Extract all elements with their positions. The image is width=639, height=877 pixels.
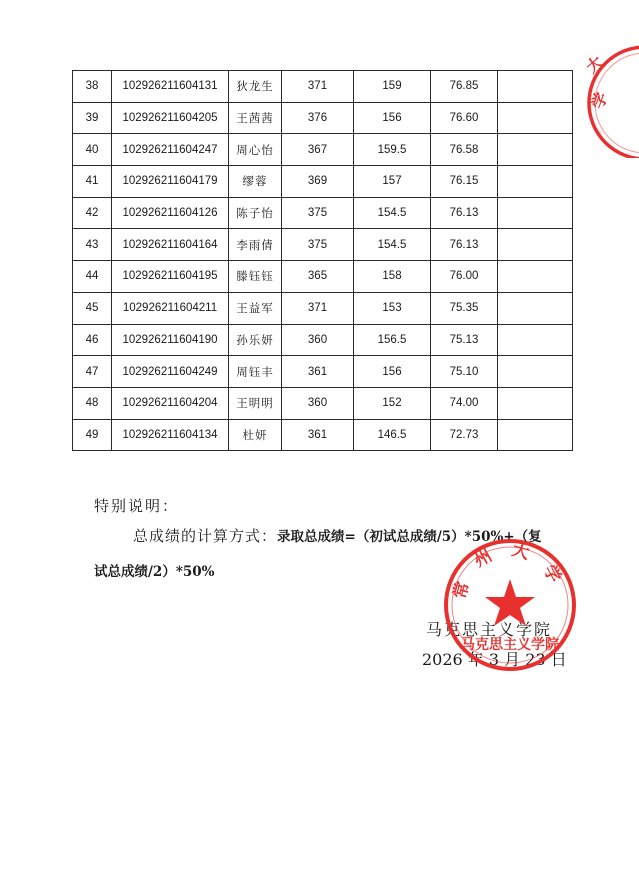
student-name: 李雨倩 bbox=[229, 229, 282, 261]
university-seal-partial bbox=[580, 38, 639, 158]
svg-text:学: 学 bbox=[587, 89, 612, 112]
student-name: 王茜茜 bbox=[229, 102, 282, 134]
score-table bbox=[72, 70, 573, 451]
exam-id: 102926211604195 bbox=[112, 261, 229, 293]
initial-score: 367 bbox=[282, 134, 354, 166]
remark-cell bbox=[498, 419, 573, 451]
signature-date: 2026 年 3 月 23 日 bbox=[422, 650, 567, 669]
row-number: 42 bbox=[73, 197, 112, 229]
remark-cell bbox=[498, 387, 573, 419]
exam-id: 102926211604204 bbox=[112, 387, 229, 419]
total-score: 74.00 bbox=[431, 387, 498, 419]
retest-score: 157 bbox=[354, 166, 431, 198]
exam-id: 102926211604211 bbox=[112, 292, 229, 324]
table-row bbox=[73, 197, 573, 229]
initial-score: 361 bbox=[282, 356, 354, 388]
table-row bbox=[73, 292, 573, 324]
retest-score: 156 bbox=[354, 102, 431, 134]
row-number: 43 bbox=[73, 229, 112, 261]
table-row bbox=[73, 419, 573, 451]
total-score: 76.13 bbox=[431, 229, 498, 261]
row-number: 45 bbox=[73, 292, 112, 324]
initial-score: 376 bbox=[282, 102, 354, 134]
table-row bbox=[73, 166, 573, 198]
student-name: 缪蓉 bbox=[229, 166, 282, 198]
svg-text:◦: ◦ bbox=[596, 128, 602, 139]
retest-score: 159.5 bbox=[354, 134, 431, 166]
student-name: 孙乐妍 bbox=[229, 324, 282, 356]
table-row bbox=[73, 324, 573, 356]
special-note-title: 特别说明： bbox=[94, 497, 180, 515]
table-row bbox=[73, 102, 573, 134]
remark-cell bbox=[498, 166, 573, 198]
retest-score: 158 bbox=[354, 261, 431, 293]
remark-cell bbox=[498, 324, 573, 356]
retest-score: 156.5 bbox=[354, 324, 431, 356]
initial-score: 360 bbox=[282, 324, 354, 356]
exam-id: 102926211604126 bbox=[112, 197, 229, 229]
exam-id: 102926211604134 bbox=[112, 419, 229, 451]
initial-score: 369 bbox=[282, 166, 354, 198]
table-row bbox=[73, 387, 573, 419]
row-number: 39 bbox=[73, 102, 112, 134]
formula-text: 录取总成绩=（初试总成绩/5）*50%+（复 bbox=[277, 529, 542, 545]
exam-id: 102926211604247 bbox=[112, 134, 229, 166]
total-score: 76.00 bbox=[431, 261, 498, 293]
remark-cell bbox=[498, 292, 573, 324]
svg-text:马克思主义学院: 马克思主义学院 bbox=[461, 637, 559, 653]
row-number: 40 bbox=[73, 134, 112, 166]
college-seal bbox=[440, 535, 580, 675]
student-name: 陈子怡 bbox=[229, 197, 282, 229]
exam-id: 102926211604164 bbox=[112, 229, 229, 261]
remark-cell bbox=[498, 197, 573, 229]
exam-id: 102926211604249 bbox=[112, 356, 229, 388]
total-score: 75.10 bbox=[431, 356, 498, 388]
total-score: 75.35 bbox=[431, 292, 498, 324]
student-name: 王明明 bbox=[229, 387, 282, 419]
row-number: 38 bbox=[73, 71, 112, 103]
student-name: 杜妍 bbox=[229, 419, 282, 451]
initial-score: 371 bbox=[282, 292, 354, 324]
retest-score: 153 bbox=[354, 292, 431, 324]
table-row bbox=[73, 229, 573, 261]
student-name: 狄龙生 bbox=[229, 71, 282, 103]
student-name: 周心怡 bbox=[229, 134, 282, 166]
table-row bbox=[73, 71, 573, 103]
table-row bbox=[73, 134, 573, 166]
remark-cell bbox=[498, 71, 573, 103]
total-score: 72.73 bbox=[431, 419, 498, 451]
row-number: 46 bbox=[73, 324, 112, 356]
total-score: 76.58 bbox=[431, 134, 498, 166]
total-score: 76.15 bbox=[431, 166, 498, 198]
total-score: 76.60 bbox=[431, 102, 498, 134]
remark-cell bbox=[498, 102, 573, 134]
retest-score: 154.5 bbox=[354, 229, 431, 261]
table-row bbox=[73, 261, 573, 293]
total-score: 76.85 bbox=[431, 71, 498, 103]
total-score: 75.13 bbox=[431, 324, 498, 356]
row-number: 48 bbox=[73, 387, 112, 419]
student-name: 周钰丰 bbox=[229, 356, 282, 388]
svg-text:大: 大 bbox=[582, 52, 607, 78]
exam-id: 102926211604190 bbox=[112, 324, 229, 356]
student-name: 滕钰钰 bbox=[229, 261, 282, 293]
formula-label: 总成绩的计算方式： bbox=[133, 527, 278, 545]
exam-id: 102926211604131 bbox=[112, 71, 229, 103]
student-name: 王益军 bbox=[229, 292, 282, 324]
formula-continued: 试总成绩/2）*50% bbox=[94, 564, 215, 580]
exam-id: 102926211604205 bbox=[112, 102, 229, 134]
retest-score: 154.5 bbox=[354, 197, 431, 229]
table-row bbox=[73, 356, 573, 388]
exam-id: 102926211604179 bbox=[112, 166, 229, 198]
initial-score: 375 bbox=[282, 229, 354, 261]
signature-org: 马克思主义学院 bbox=[426, 620, 553, 639]
remark-cell bbox=[498, 261, 573, 293]
retest-score: 152 bbox=[354, 387, 431, 419]
svg-text:常 州 大 学: 常 州 大 学 bbox=[450, 539, 568, 602]
initial-score: 361 bbox=[282, 419, 354, 451]
remark-cell bbox=[498, 134, 573, 166]
retest-score: 146.5 bbox=[354, 419, 431, 451]
total-score: 76.13 bbox=[431, 197, 498, 229]
row-number: 41 bbox=[73, 166, 112, 198]
row-number: 47 bbox=[73, 356, 112, 388]
remark-cell bbox=[498, 356, 573, 388]
row-number: 44 bbox=[73, 261, 112, 293]
remark-cell bbox=[498, 229, 573, 261]
score-table-body bbox=[73, 71, 573, 451]
row-number: 49 bbox=[73, 419, 112, 451]
retest-score: 159 bbox=[354, 71, 431, 103]
retest-score: 156 bbox=[354, 356, 431, 388]
initial-score: 360 bbox=[282, 387, 354, 419]
initial-score: 365 bbox=[282, 261, 354, 293]
initial-score: 375 bbox=[282, 197, 354, 229]
initial-score: 371 bbox=[282, 71, 354, 103]
